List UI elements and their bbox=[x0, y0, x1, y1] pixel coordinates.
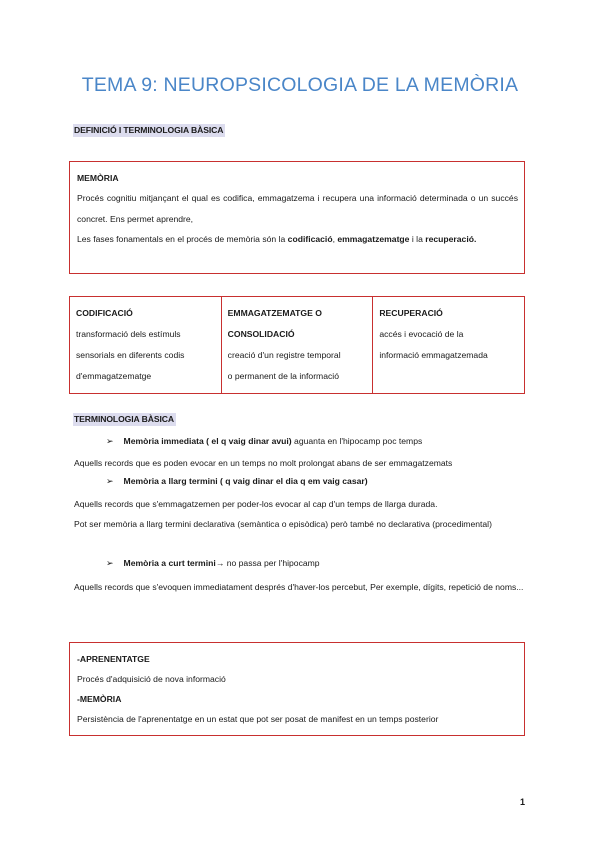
phases-text-separator: , bbox=[332, 234, 338, 244]
page-title: TEMA 9: NEUROPSICOLOGIA DE LA MEMÒRIA bbox=[81, 74, 519, 96]
term-recuperacio: recuperació. bbox=[425, 234, 477, 244]
bullet-bold-text: Memòria immediata ( el q vaig dinar avui) bbox=[123, 436, 292, 446]
arrow-bullet-icon: ➢ bbox=[106, 558, 114, 568]
arrow-bullet-icon: ➢ bbox=[106, 476, 114, 486]
section-heading-terminology: TERMINOLOGIA BÀSICA bbox=[74, 414, 174, 424]
phases-text-mid: i la bbox=[409, 234, 426, 244]
immediate-memory-description: Aquells records que es poden evocar en un temps no molt prolongat abans de ser emmagatzemats bbox=[74, 458, 453, 468]
phase-line: informació emmagatzemada bbox=[379, 350, 488, 360]
phase-emmagatzematge bbox=[221, 297, 373, 393]
phase-heading: CODIFICACIÓ bbox=[76, 308, 133, 318]
bullet-bold-text: Memòria a curt termini bbox=[123, 558, 216, 568]
long-term-description-2: Pot ser memòria a llarg termini declarativa (semàntica o episòdica) però també no declarativa (procedimental) bbox=[74, 519, 492, 529]
bullet-long-term-memory bbox=[106, 476, 368, 487]
phase-heading: CONSOLIDACIÓ bbox=[227, 329, 295, 339]
phase-line: d'emmagatzematge bbox=[76, 371, 152, 381]
term-codificacio: codificació bbox=[287, 234, 333, 244]
phase-heading: EMMAGATZEMATGE O bbox=[227, 308, 322, 318]
memory-phases-table bbox=[69, 296, 525, 394]
memory-heading: -MEMÒRIA bbox=[77, 694, 122, 704]
term-emmagatzematge: emmagatzematge bbox=[337, 234, 410, 244]
phases-text-prefix: Les fases fonamentals en el procés de memòria són la bbox=[77, 234, 288, 244]
page-number: 1 bbox=[520, 797, 526, 807]
bullet-short-term-memory bbox=[106, 558, 320, 569]
learning-memory-box bbox=[69, 642, 525, 736]
bullet-immediate-memory bbox=[106, 436, 422, 447]
phase-line: accés i evocació de la bbox=[379, 329, 464, 339]
memoria-heading: MEMÒRIA bbox=[77, 173, 119, 183]
phase-codificacio bbox=[70, 297, 221, 393]
phase-line: creació d'un registre temporal bbox=[227, 350, 341, 360]
bullet-rest-text: aguanta en l'hipocamp poc temps bbox=[291, 436, 423, 446]
phase-recuperacio bbox=[372, 297, 524, 393]
memoria-definition-text: Procés cognitiu mitjançant el qual es codifica, emmagatzema i recupera una informació determinada o un succés concret. Ens permet aprendre, bbox=[77, 193, 518, 224]
memory-definition: Persistència de l'aprenentatge en un estat que pot ser posat de manifest en un temps posterior bbox=[77, 714, 439, 724]
bullet-bold-text: Memòria a llarg termini ( q vaig dinar el dia q em vaig casar) bbox=[123, 476, 368, 486]
short-term-description: Aquells records que s'evoquen immediatament després d'haver-los percebut, Per exemple, dígits, repetició de noms... bbox=[74, 582, 524, 592]
phase-line: transformació dels estímuls bbox=[76, 329, 181, 339]
memoria-phases-text bbox=[77, 229, 518, 250]
section-heading-definition: DEFINICIÓ I TERMINOLOGIA BÀSICA bbox=[74, 125, 224, 135]
phase-line: sensorials en diferents codis bbox=[76, 350, 185, 360]
phase-heading: RECUPERACIÓ bbox=[379, 308, 443, 318]
bullet-rest-text: → no passa per l'hipocamp bbox=[215, 558, 320, 568]
arrow-bullet-icon: ➢ bbox=[106, 436, 114, 446]
memoria-definition-box bbox=[69, 161, 525, 274]
phase-line: o permanent de la informació bbox=[227, 371, 339, 381]
learning-definition: Procés d'adquisició de nova informació bbox=[77, 674, 226, 684]
long-term-description-1: Aquells records que s'emmagatzemen per poder-los evocar al cap d'un temps de llarga durada. bbox=[74, 499, 438, 509]
learning-heading: -APRENENTATGE bbox=[77, 654, 150, 664]
